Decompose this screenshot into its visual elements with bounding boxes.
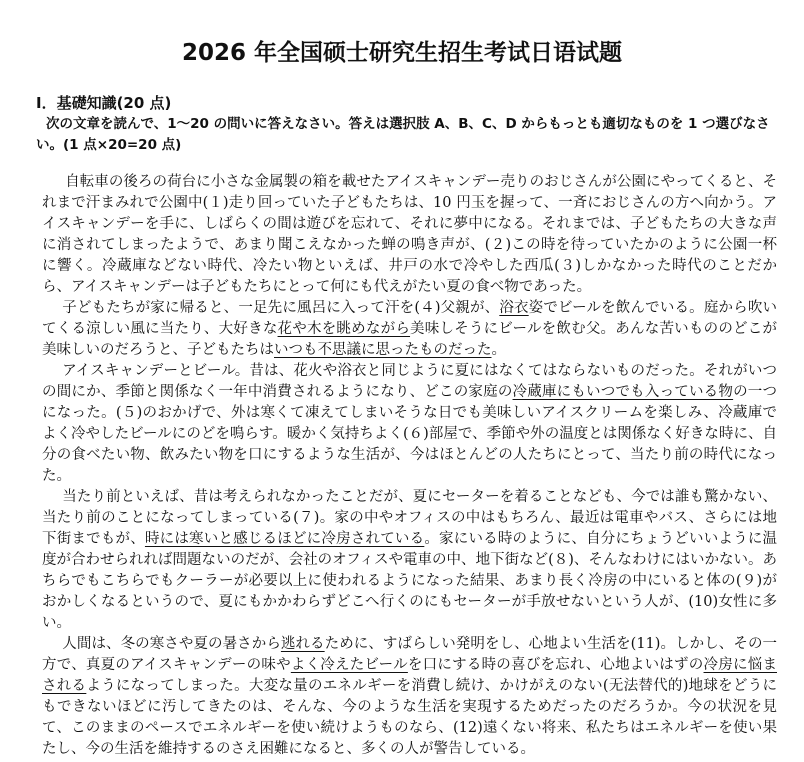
underlined-phrase: 冷蔵庫にもいつでも入っている物 <box>512 384 734 400</box>
underlined-phrase: 浴衣 <box>499 300 529 316</box>
paragraph-3: アイスキャンデーとビール。昔は、花火や浴衣と同じように夏にはなくてはならないものだった。それがいつの間にか、季節と関係なく一年中消費されるようになり、どこの家庭の冷蔵庫にもいつでも入っている物の一つになった。(５)のおかげで、外は寒くて凍えてしまいそうな日でも美味しいアイスクリームを楽しみ、冷蔵庫でよく冷やしたビールにのどを鳴らす。暖かく気持ちよく(６)部屋で、季節や外の温度とは関係なく好きな時に、自分の食べたい物、飲みたい物を口にするような生活が、今はほとんどの人たちにとって、当たり前の時代になった。 <box>42 363 778 484</box>
reading-passage <box>42 172 777 760</box>
underlined-phrase: よく冷えたビール <box>290 657 408 673</box>
instructions: 次の文章を読んで、1～20 の問いに答えなさい。答えは選択肢 A、B、C、D からもっとも適切なものを 1 つ選びなさい。(1 点×20=20 点) <box>36 116 770 153</box>
paragraph-4: 当たり前といえば、昔は考えられなかったことだが、夏にセーターを着ることなども、今では誰も驚かない、当たり前のことになってしまっている(７)。家の中やオフィスの中はもちろん、最近は電車やバス、さらには地下街までもが、時には寒いと感じるほどに冷房されている。家にいる時のように、自分にちょうどいいように温度が合わせられれば問題ないのだが、会社のオフィスや電車の中、地下街など(８)、そんなわけにはいかない。あちらでもこちらでもクーラーが必要以上に使われるようになった結果、あまり長く冷房の中にいると体の(９)がおかしくなるというので、夏にもかかわらずどこへ行くのにもセーターが手放せないという人が、(10)女性に多い。 <box>42 489 778 631</box>
underlined-phrase: 逃れる <box>280 636 325 652</box>
underlined-phrase: 時には寒いと感じるほどに冷房されている <box>144 531 425 547</box>
paragraph-5: 人間は、冬の寒さや夏の暑さから逃れるために、すばらしい発明をし、心地よい生活を(11)。しかし、その一方で、真夏のアイスキャンデーの味やよく冷えたビールを口にする時の喜びを忘れ、心地よいはずの冷房に悩まされるようになってしまった。大変な量のエネルギーを消費し続け、かけがえのない(无法替代的)地球をどうにもできないほどに汚してきたのは、そんな、今のような生活を実現するためだったのだろうか。今の状況を見て、このままのペースでエネルギーを使い続けようものなら、(12)遠くない将来、私たちはエネルギーを使い果たし、今の生活を維持するのさえ困難になると、多くの人が警告している。 <box>42 636 778 757</box>
underlined-phrase: 花や木を眺めながら <box>277 321 411 337</box>
underlined-phrase: いつも不思議に思ったものだった <box>274 342 492 358</box>
paragraph-2: 子どもたちが家に帰ると、一足先に風呂に入って汗を(４)父親が、浴衣姿でビールを飲んでいる。庭から吹いてくる涼しい風に当たり、大好きな花や木を眺めながら美味しそうにビールを飲む父。あんな苦いもののどこが美味しいのだろうと、子どもたちはいつも不思議に思ったものだった。 <box>42 300 777 358</box>
paragraph-1: 自転車の後ろの荷台に小さな金属製の箱を載せたアイスキャンデー売りのおじさんが公園にやってくると、それまで汗まみれで公園中(１)走り回っていた子どもたちは、10 円玉を握って、一斉におじさんの方へ向かう。アイスキャンデーを手に、しばらくの間は遊びを忘れて、それに夢中になる。それまでは、子どもたちの大きな声に消されてしまったようで、あまり聞こえなかった蝉の鳴き声が、(２)この時を待っていたかのように公園一杯に響く。冷蔵庫などない時代、冷たい物といえば、井戸の水で冷やした西瓜(３)しかなかった時代のことだから、アイスキャンデーは子どもたちにとって何にも代えがたい夏の食べ物であった。 <box>42 174 777 295</box>
underlined-phrase: 冷房に悩まされる <box>42 657 777 694</box>
page-title: 2026 年全国硕士研究生招生考试日语试题 <box>181 40 623 66</box>
section-heading: Ⅰ．基礎知識(20 点) <box>36 94 172 112</box>
